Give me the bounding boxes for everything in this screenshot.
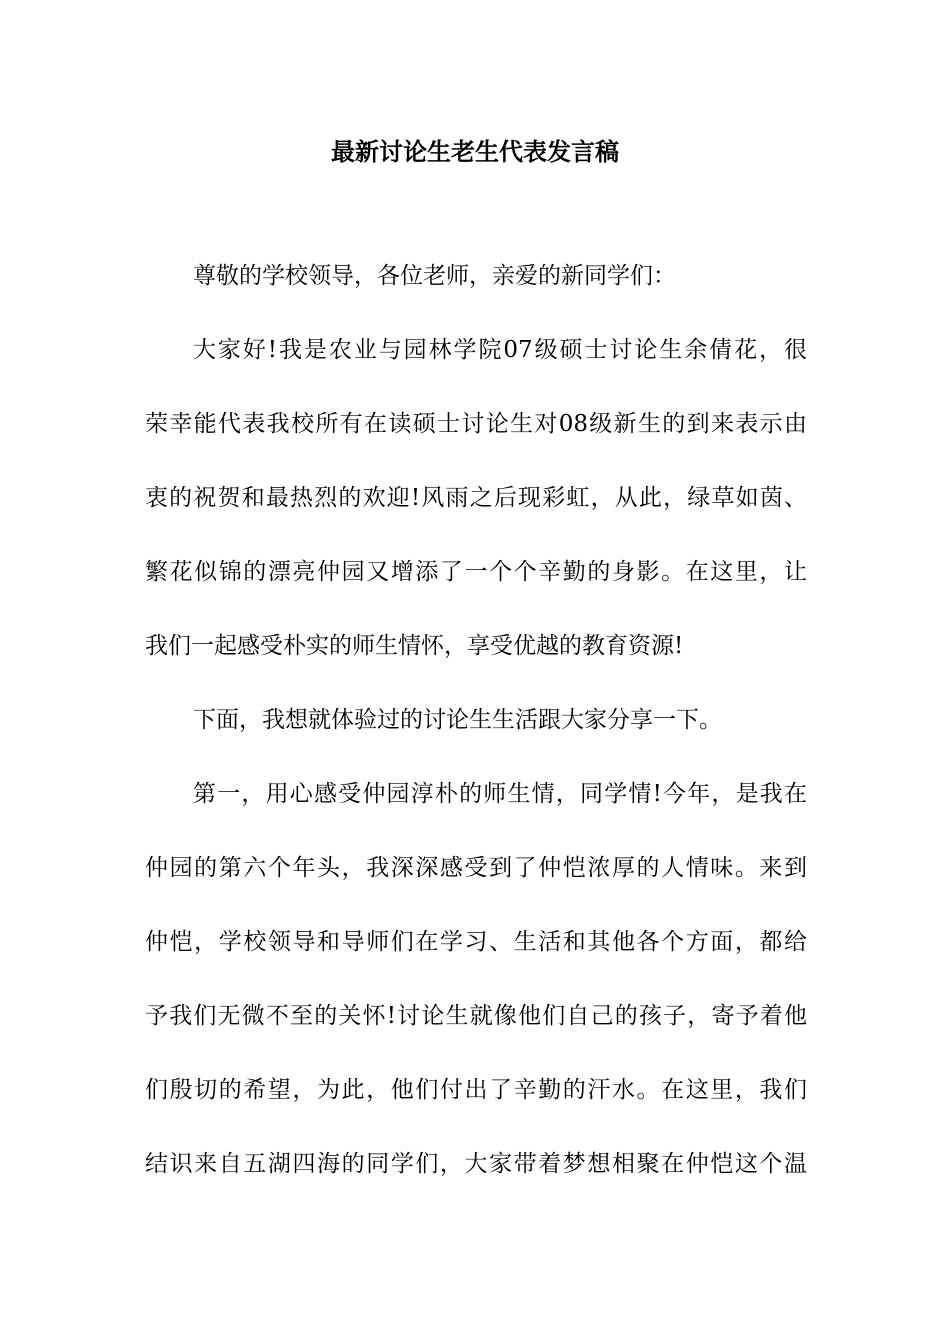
paragraph-line: 我们一起感受朴实的师生情怀，享受优越的教育资源! [145, 633, 684, 659]
document-title: 最新讨论生老生代表发言稿 [331, 137, 619, 166]
paragraph-line: 繁花似锦的漂亮仲园又增添了一个个辛勤的身影。在这里，让 [145, 559, 807, 585]
paragraph-line: 衷的祝贺和最热烈的欢迎!风雨之后现彩虹，从此，绿草如茵、 [145, 485, 807, 511]
paragraph-line: 予我们无微不至的关怀!讨论生就像他们自己的孩子，寄予着他 [145, 1003, 807, 1029]
document-body [145, 258, 807, 1220]
paragraph-line: 结识来自五湖四海的同学们，大家带着梦想相聚在仲恺这个温 [145, 1151, 807, 1177]
paragraph-line: 荣幸能代表我校所有在读硕士讨论生对08级新生的到来表示由 [145, 411, 807, 437]
paragraph-line: 们殷切的希望，为此，他们付出了辛勤的汗水。在这里，我们 [145, 1077, 807, 1103]
paragraph-line: 第一，用心感受仲园淳朴的师生情，同学情!今年，是我在 [193, 781, 807, 807]
paragraph-line: 下面，我想就体验过的讨论生生活跟大家分享一下。 [193, 707, 722, 733]
paragraph-line: 尊敬的学校领导，各位老师，亲爱的新同学们： [193, 263, 676, 289]
paragraph-line: 仲恺，学校领导和导师们在学习、生活和其他各个方面，都给 [145, 929, 807, 955]
paragraph-line: 大家好!我是农业与园林学院07级硕士讨论生余倩花，很 [193, 337, 807, 363]
paragraph-line: 仲园的第六个年头，我深深感受到了仲恺浓厚的人情味。来到 [145, 855, 807, 881]
